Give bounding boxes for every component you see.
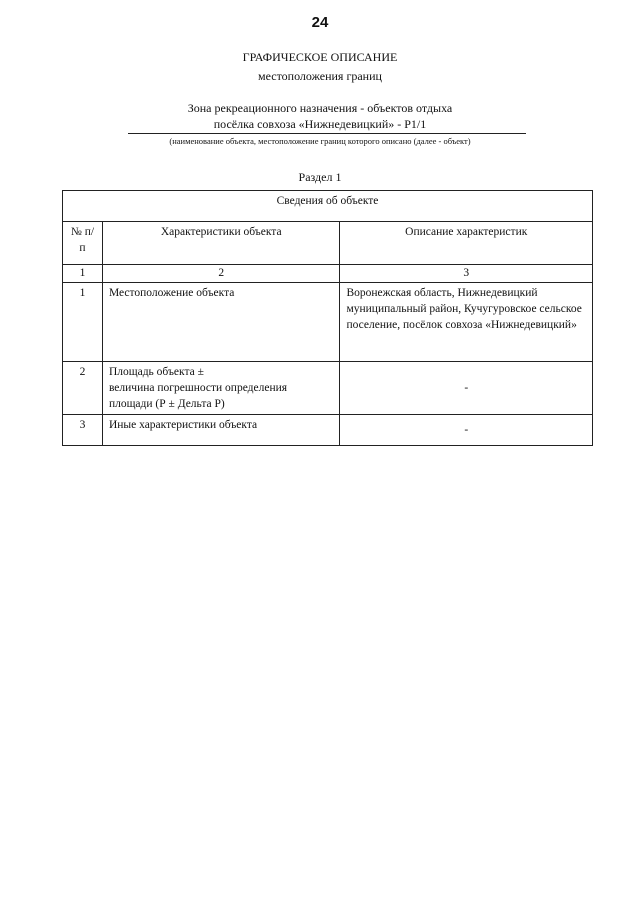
index-cell-1: 1 (63, 265, 103, 283)
object-name-caption: (наименование объекта, местоположение границ которого описано (далее - объект) (169, 136, 471, 146)
object-name-line-2: посёлка совхоза «Нижнедевицкий» - Р1/1 (213, 117, 427, 131)
table-row (63, 362, 593, 415)
index-cell-3: 3 (340, 265, 593, 283)
row-description: - (340, 415, 593, 446)
title-line-1: ГРАФИЧЕСКОЕ ОПИСАНИЕ (242, 50, 398, 64)
header-characteristic: Характеристики объекта (102, 222, 340, 265)
row-characteristic: Иные характеристики объекта (102, 415, 340, 446)
row-description: Воронежская область, Нижнедевицкий муниципальный район, Кучугуровское сельское поселение, посёлок совхоза «Нижнедевицкий» (340, 283, 593, 362)
page-number: 24 (311, 14, 329, 31)
document-title (0, 48, 640, 86)
row-characteristic: Местоположение объекта (102, 283, 340, 362)
row-description: - (340, 362, 593, 415)
table-row (63, 283, 593, 362)
object-name-line-1: Зона рекреационного назначения - объектов отдыха (187, 101, 453, 115)
row-num: 2 (63, 362, 103, 415)
object-name (0, 100, 640, 132)
row-characteristic-line-2: величина погрешности определения площади (Р ± Дельта Р) (108, 382, 288, 410)
row-characteristic (102, 362, 340, 415)
row-characteristic-line-1: Площадь объекта ± (108, 366, 204, 378)
object-name-underline (128, 133, 526, 134)
title-line-2: местоположения границ (258, 69, 382, 83)
row-num: 3 (63, 415, 103, 446)
header-num: № п/п (63, 222, 103, 265)
table-row (63, 415, 593, 446)
section-title: Раздел 1 (298, 170, 342, 184)
object-info-table (62, 190, 593, 446)
header-description: Описание характеристик (340, 222, 593, 265)
index-cell-2: 2 (102, 265, 340, 283)
table-caption: Сведения об объекте (63, 191, 593, 222)
row-num: 1 (63, 283, 103, 362)
